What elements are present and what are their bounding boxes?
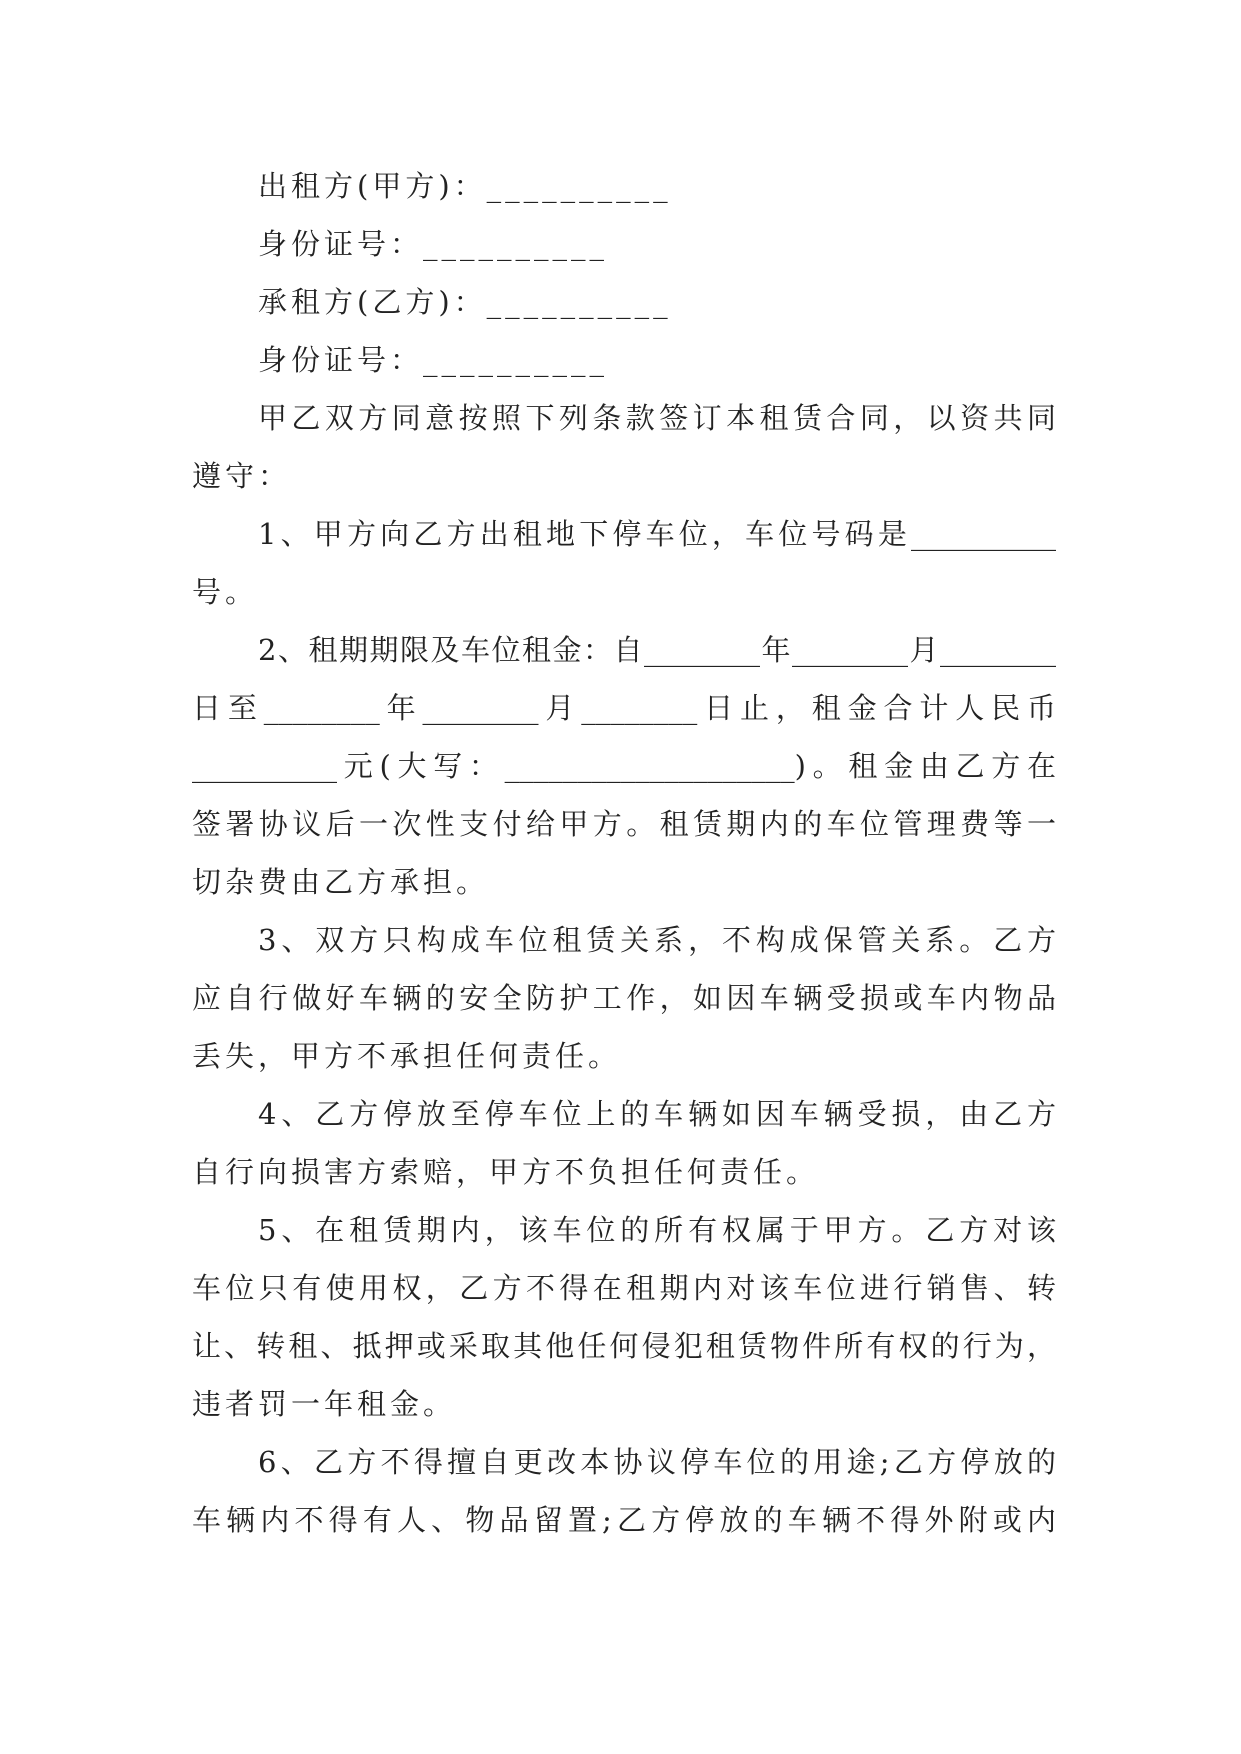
clause2-line-4: 签署协议后一次性支付给甲方。租赁期内的车位管理费等一 (192, 807, 1056, 841)
lessee-line: 承租方(乙方)：__________ (258, 285, 672, 319)
intro-line-1: 甲乙双方同意按照下列条款签订本租赁合同，以资共同 (258, 401, 1056, 435)
clause4-line-2: 自行向损害方索赔，甲方不负担任何责任。 (192, 1155, 820, 1189)
clause5-line-3: 让、转租、抵押或采取其他任何侵犯租赁物件所有权的行为， (192, 1329, 1056, 1363)
clause2-line-2: 日至________年________月________日止，租金合计人民币 (192, 691, 1056, 725)
lessor-line: 出租方(甲方)：__________ (258, 169, 672, 203)
lessee-id-line: 身份证号：__________ (258, 343, 609, 377)
clause2-line-3: __________元(大写：____________________)。租金由乙方在 (192, 749, 1056, 783)
clause2-line-1: 2、租期期限及车位租金：自________年________月________ (258, 633, 1056, 667)
clause1-line-1: 1、甲方向乙方出租地下停车位，车位号码是__________ (258, 517, 1056, 551)
clause5-line-1: 5、在租赁期内，该车位的所有权属于甲方。乙方对该 (258, 1213, 1056, 1247)
clause5-line-4: 违者罚一年租金。 (192, 1387, 457, 1421)
clause3-line-1: 3、双方只构成车位租赁关系，不构成保管关系。乙方 (258, 923, 1056, 957)
clause4-line-1: 4、乙方停放至停车位上的车辆如因车辆受损，由乙方 (258, 1097, 1056, 1131)
clause3-line-3: 丢失，甲方不承担任何责任。 (192, 1039, 622, 1073)
clause6-line-2: 车辆内不得有人、物品留置;乙方停放的车辆不得外附或内 (192, 1503, 1056, 1537)
clause5-line-2: 车位只有使用权，乙方不得在租期内对该车位进行销售、转 (192, 1271, 1056, 1305)
intro-line-2: 遵守： (192, 459, 292, 493)
lessor-id-line: 身份证号：__________ (258, 227, 609, 261)
clause2-line-5: 切杂费由乙方承担。 (192, 865, 490, 899)
clause3-line-2: 应自行做好车辆的安全防护工作，如因车辆受损或车内物品 (192, 981, 1056, 1015)
clause1-line-2: 号。 (192, 575, 259, 609)
clause6-line-1: 6、乙方不得擅自更改本协议停车位的用途;乙方停放的 (258, 1445, 1056, 1479)
